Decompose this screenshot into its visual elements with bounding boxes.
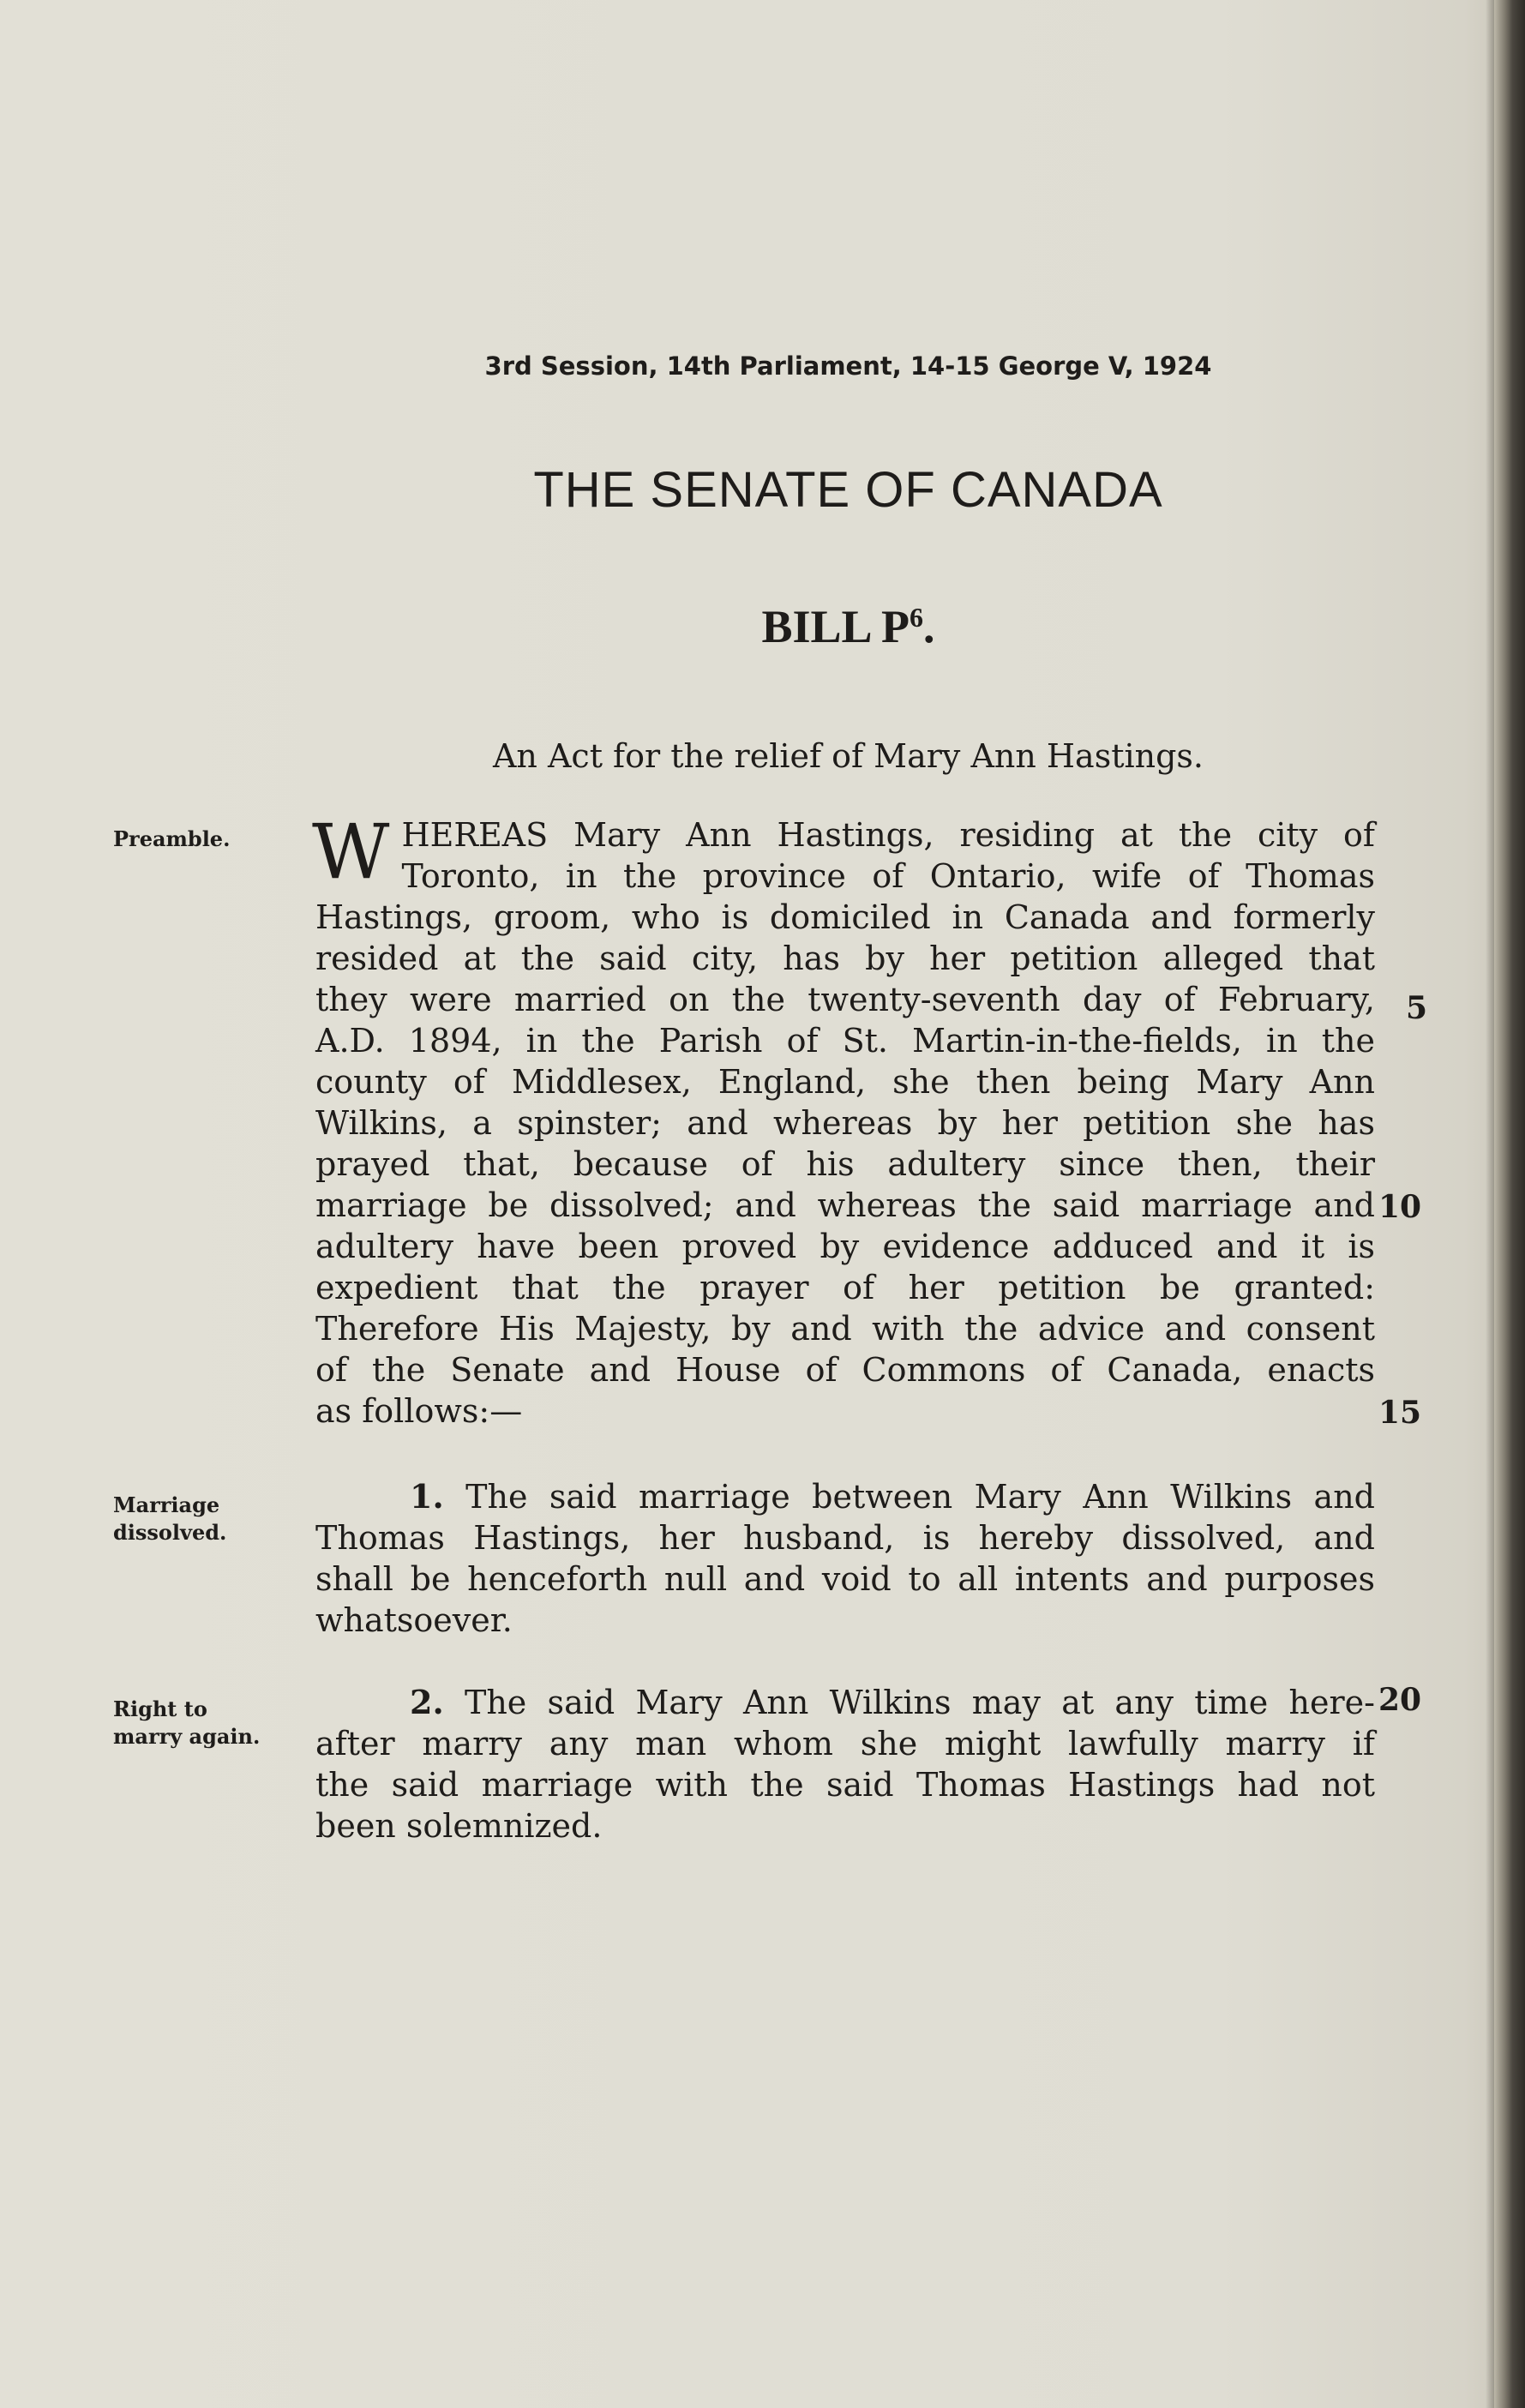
- line-number-10: 10: [1378, 1189, 1422, 1225]
- preamble-line: resided at the said city, has by her petition alleged that: [315, 940, 1375, 977]
- section-line: shall be henceforth null and void to all intents and purposes: [315, 1560, 1375, 1598]
- margin-note-line: marry again.: [113, 1724, 261, 1749]
- preamble-line: adultery have been proved by evidence adduced and it is: [315, 1228, 1375, 1265]
- margin-note-line: Marriage: [113, 1492, 220, 1517]
- margin-note-right-to-marry: [113, 1696, 302, 1750]
- section-line: Thomas Hastings, her husband, is hereby dissolved, and: [315, 1519, 1375, 1557]
- margin-note-marriage-dissolved: [113, 1492, 302, 1546]
- line-number-15: 15: [1378, 1395, 1422, 1431]
- preamble-line: Therefore His Majesty, by and with the advice and consent: [315, 1310, 1375, 1348]
- act-title: An Act for the relief of Mary Ann Hastings.: [492, 737, 1204, 775]
- bill-label: BILL P: [761, 601, 910, 652]
- preamble-line: Toronto, in the province of Ontario, wife of Thomas: [401, 857, 1375, 895]
- section-line: after marry any man whom she might lawfully marry if: [315, 1725, 1375, 1762]
- preamble-line: marriage be dissolved; and whereas the said marriage and: [315, 1186, 1375, 1224]
- preamble-line: as follows:—: [315, 1392, 523, 1430]
- senate-title: THE SENATE OF CANADA: [533, 462, 1163, 518]
- section-line: [315, 1682, 1375, 1723]
- section-2: [315, 1682, 1375, 1847]
- section-line-text: The said marriage between Mary Ann Wilkins and: [465, 1478, 1375, 1516]
- section-number: 2.: [410, 1683, 444, 1721]
- drop-cap: W: [312, 808, 390, 896]
- preamble-line: county of Middlesex, England, she then being Mary Ann: [315, 1063, 1375, 1101]
- margin-note-preamble: Preamble.: [113, 826, 231, 851]
- preamble-line: Wilkins, a spinster; and whereas by her petition she has: [315, 1104, 1375, 1142]
- section-line: been solemnized.: [315, 1807, 603, 1845]
- session-header: 3rd Session, 14th Parliament, 14-15 George V, 1924: [484, 351, 1212, 381]
- bill-period: .: [923, 601, 935, 652]
- section-line: [315, 1476, 1375, 1517]
- bill-superscript: 6: [910, 602, 924, 633]
- section-number: 1.: [410, 1477, 444, 1516]
- preamble-line: expedient that the prayer of her petition be granted:: [315, 1269, 1375, 1306]
- line-number-20: 20: [1378, 1682, 1422, 1718]
- section-line: whatsoever.: [315, 1601, 513, 1639]
- margin-note-line: dissolved.: [113, 1520, 227, 1545]
- preamble-paragraph: [312, 808, 1375, 1432]
- preamble-line: A.D. 1894, in the Parish of St. Martin-in-the-fields, in the: [315, 1022, 1375, 1060]
- bill-number: [0, 600, 1525, 653]
- preamble-line: of the Senate and House of Commons of Canada, enacts: [315, 1351, 1375, 1389]
- preamble-line: prayed that, because of his adultery since then, their: [315, 1145, 1375, 1183]
- preamble-line: they were married on the twenty-seventh day of February,: [315, 981, 1375, 1018]
- section-line: the said marriage with the said Thomas Hastings had not: [315, 1766, 1375, 1804]
- preamble-line: Hastings, groom, who is domiciled in Canada and formerly: [315, 898, 1375, 936]
- section-line-text: The said Mary Ann Wilkins may at any time here-: [464, 1684, 1375, 1721]
- section-1: [315, 1476, 1375, 1641]
- line-number-5: 5: [1406, 990, 1428, 1026]
- preamble-line: HEREAS Mary Ann Hastings, residing at the city of: [401, 816, 1375, 854]
- margin-note-line: Right to: [113, 1696, 207, 1721]
